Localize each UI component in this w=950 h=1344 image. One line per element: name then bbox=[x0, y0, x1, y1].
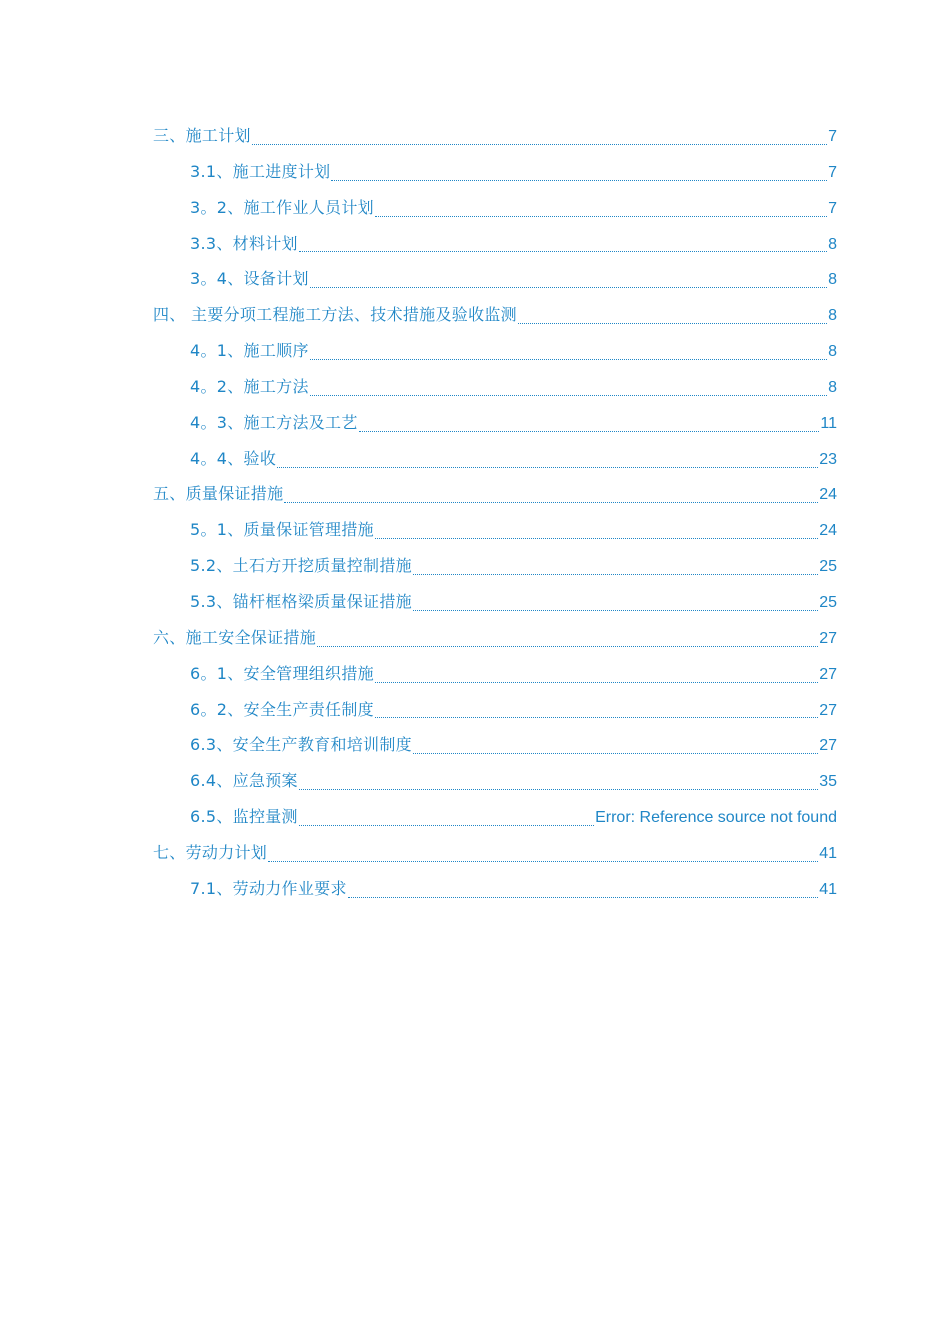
toc-entry-page: 7 bbox=[828, 199, 837, 217]
toc-entry-page: 7 bbox=[828, 163, 837, 181]
toc-entry-page: 8 bbox=[828, 271, 837, 289]
toc-entry-label: 5.3、锚杆框格梁质量保证措施 bbox=[190, 591, 412, 611]
toc-dot-leader bbox=[348, 887, 818, 899]
toc-entry-label: 6.5、监控量测 bbox=[190, 807, 298, 827]
toc-entry-label: 6.3、安全生产教育和培训制度 bbox=[190, 735, 412, 755]
toc-entry-3[interactable] bbox=[153, 118, 837, 154]
toc-entry-page: 27 bbox=[819, 701, 837, 719]
toc-entry-label: 5.2、土石方开挖质量控制措施 bbox=[190, 556, 412, 576]
toc-entry-page: 24 bbox=[819, 522, 837, 540]
toc-entry-label: 七、劳动力计划 bbox=[153, 842, 268, 862]
toc-dot-leader bbox=[299, 779, 818, 791]
toc-entry-4-2[interactable] bbox=[153, 369, 837, 405]
toc-entry-page: 41 bbox=[819, 844, 837, 862]
toc-entry-4-1[interactable] bbox=[153, 333, 837, 369]
toc-entry-label: 三、施工计划 bbox=[153, 126, 251, 145]
toc-entry-page: 35 bbox=[819, 773, 837, 791]
toc-entry-page: 8 bbox=[828, 307, 837, 325]
toc-dot-leader bbox=[413, 600, 818, 612]
toc-entry-3-1[interactable] bbox=[153, 154, 837, 190]
toc-entry-7[interactable] bbox=[153, 835, 837, 871]
toc-entry-page: 27 bbox=[819, 629, 837, 647]
toc-entry-6-5[interactable] bbox=[153, 799, 837, 835]
toc-entry-label: 四、 主要分项工程施工方法、技术措施及验收监测 bbox=[153, 305, 517, 325]
toc-dot-leader bbox=[413, 743, 818, 755]
toc-entry-4-4[interactable] bbox=[153, 441, 837, 477]
toc-entry-4-3[interactable] bbox=[153, 405, 837, 441]
toc-dot-leader bbox=[518, 313, 827, 325]
toc-entry-page: 8 bbox=[828, 343, 837, 361]
toc-entry-page: 25 bbox=[819, 558, 837, 576]
toc-dot-leader bbox=[375, 672, 818, 684]
toc-entry-label: 6.4、应急预案 bbox=[190, 771, 298, 791]
toc-entry-label: 3。2、施工作业人员计划 bbox=[190, 197, 374, 217]
toc-entry-4[interactable] bbox=[153, 297, 837, 333]
toc-dot-leader bbox=[310, 385, 827, 397]
toc-entry-page: 23 bbox=[819, 450, 837, 468]
toc-dot-leader bbox=[317, 636, 818, 648]
toc-entry-5-3[interactable] bbox=[153, 584, 837, 620]
toc-entry-label: 7.1、劳动力作业要求 bbox=[190, 878, 347, 898]
toc-entry-page: 7 bbox=[828, 128, 837, 145]
toc-entry-label: 4。1、施工顺序 bbox=[190, 341, 309, 361]
toc-dot-leader bbox=[359, 421, 820, 433]
toc-entry-page: 24 bbox=[819, 486, 837, 504]
toc-entry-label: 六、施工安全保证措施 bbox=[153, 627, 317, 647]
toc-dot-leader bbox=[299, 241, 827, 253]
toc-dot-leader bbox=[375, 707, 818, 719]
toc-dot-leader bbox=[310, 277, 827, 289]
toc-dot-leader bbox=[268, 851, 818, 863]
toc-entry-label: 4。3、施工方法及工艺 bbox=[190, 412, 358, 432]
toc-entry-page: 8 bbox=[828, 235, 837, 253]
toc-entry-label: 五、质量保证措施 bbox=[153, 484, 284, 504]
toc-entry-label: 3.3、材料计划 bbox=[190, 233, 298, 253]
toc-entry-7-1[interactable] bbox=[153, 871, 837, 907]
toc-entry-label: 4。2、施工方法 bbox=[190, 376, 309, 396]
toc-entry-label: 4。4、验收 bbox=[190, 448, 277, 468]
toc-entry-label: 6。1、安全管理组织措施 bbox=[190, 663, 374, 683]
toc-dot-leader bbox=[277, 457, 818, 469]
toc-dot-leader bbox=[413, 564, 818, 576]
toc-dot-leader bbox=[284, 492, 818, 504]
toc-dot-leader bbox=[375, 206, 827, 218]
toc-entry-page: 25 bbox=[819, 593, 837, 611]
toc-entry-page: 41 bbox=[819, 880, 837, 898]
toc-entry-6-2[interactable] bbox=[153, 692, 837, 728]
toc-entry-6[interactable] bbox=[153, 620, 837, 656]
toc-entry-label: 3。4、设备计划 bbox=[190, 269, 309, 289]
toc-dot-leader bbox=[375, 528, 818, 540]
toc-entry-3-4[interactable] bbox=[153, 261, 837, 297]
toc-entry-5-1[interactable] bbox=[153, 512, 837, 548]
toc-dot-leader bbox=[299, 815, 594, 827]
toc-entry-label: 5。1、质量保证管理措施 bbox=[190, 520, 374, 540]
toc-entry-5-2[interactable] bbox=[153, 548, 837, 584]
toc-entry-page: 11 bbox=[820, 414, 837, 432]
toc-entry-page: 27 bbox=[819, 665, 837, 683]
toc-dot-leader bbox=[331, 170, 827, 182]
toc-entry-3-2[interactable] bbox=[153, 190, 837, 226]
toc-entry-5[interactable] bbox=[153, 476, 837, 512]
toc-entry-6-4[interactable] bbox=[153, 763, 837, 799]
toc-entry-page: 8 bbox=[828, 378, 837, 396]
toc-dot-leader bbox=[310, 349, 827, 361]
toc-entry-6-1[interactable] bbox=[153, 656, 837, 692]
toc-entry-label: 3.1、施工进度计划 bbox=[190, 161, 331, 181]
toc-entry-label: 6。2、安全生产责任制度 bbox=[190, 699, 374, 719]
toc-dot-leader bbox=[252, 134, 827, 146]
toc-entry-6-3[interactable] bbox=[153, 727, 837, 763]
toc-entry-page: Error: Reference source not found bbox=[595, 809, 837, 827]
table-of-contents bbox=[153, 118, 837, 907]
toc-entry-page: 27 bbox=[819, 737, 837, 755]
toc-entry-3-3[interactable] bbox=[153, 226, 837, 262]
